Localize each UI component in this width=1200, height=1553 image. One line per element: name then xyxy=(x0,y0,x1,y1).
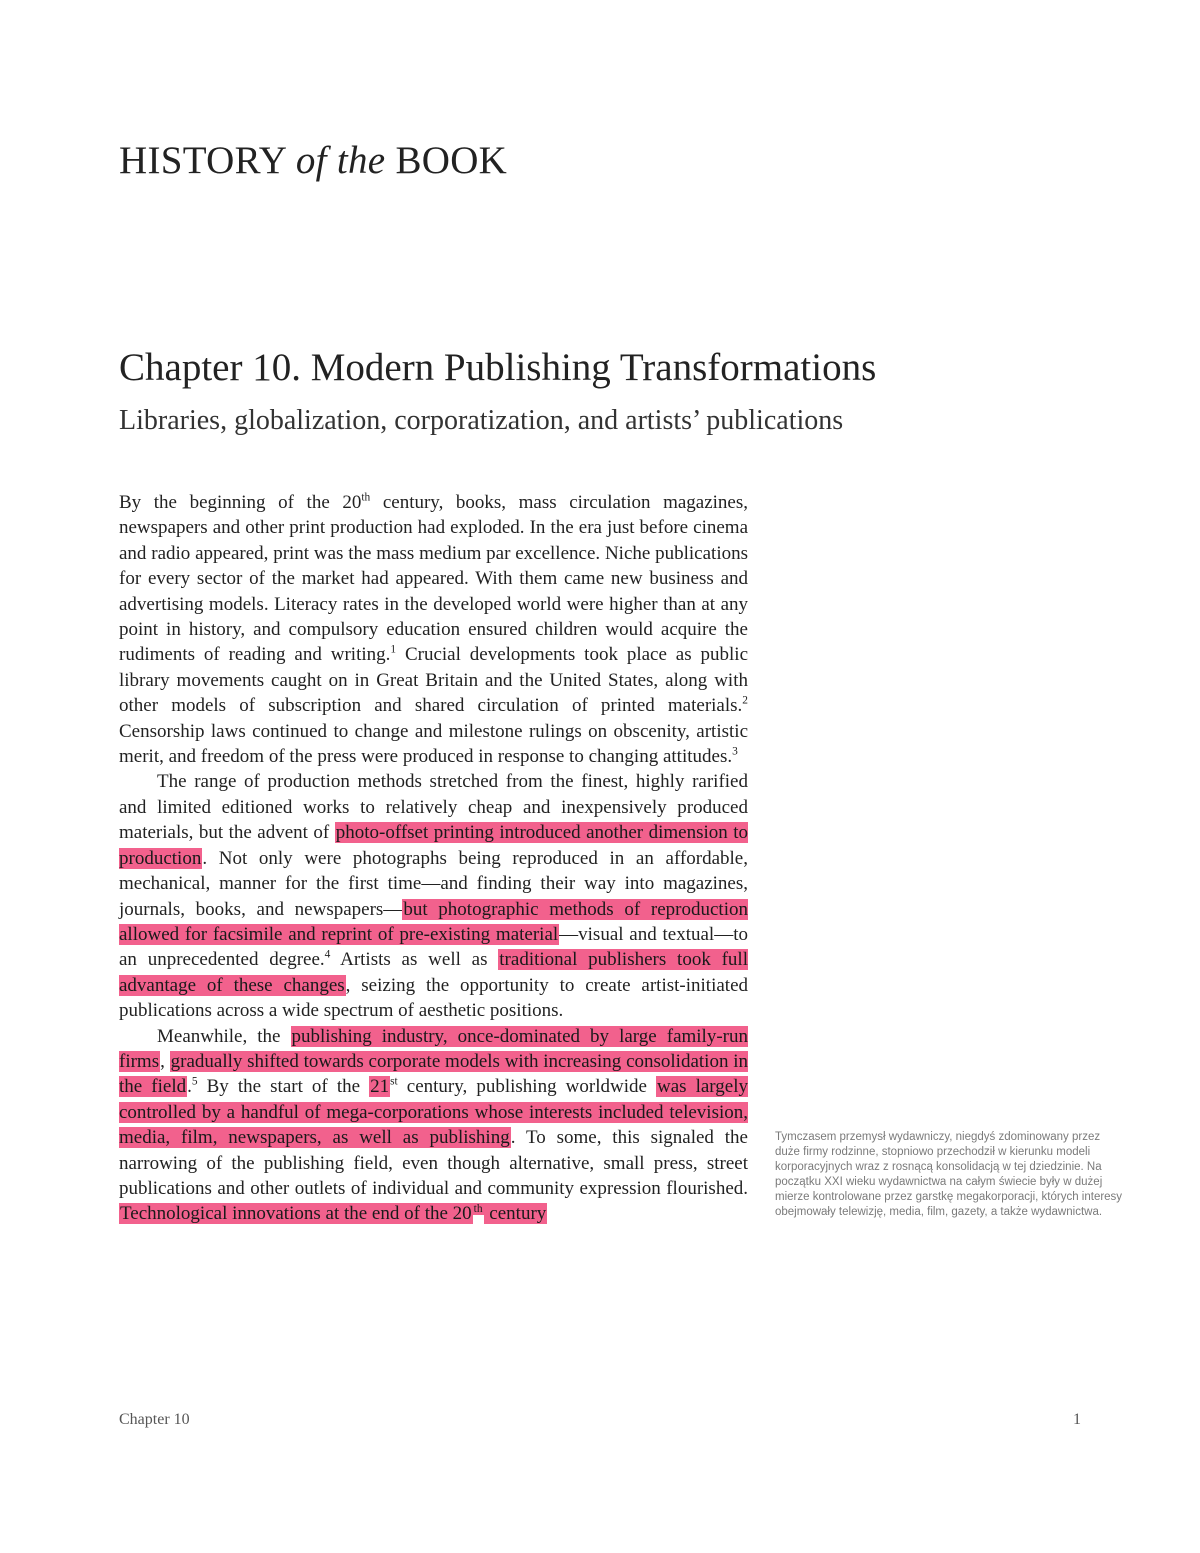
highlighted-text: traditional publishers took full advantage of these changes xyxy=(119,949,748,996)
highlighted-text: photo-offset printing introduced another dimension to production xyxy=(119,822,748,869)
paragraph xyxy=(119,769,748,1023)
footnote-reference: 1 xyxy=(390,644,397,657)
text-segment: Artists as well as xyxy=(330,949,499,971)
chapter-subtitle: Libraries, globalization, corporatization, and artists’ publications xyxy=(119,405,844,436)
text-segment: , xyxy=(160,1050,170,1072)
text-segment: The range of production methods stretched from the finest, highly rarified and limited editioned works to relatively cheap and inexpensively produced materials, but the advent of xyxy=(119,771,748,844)
footnote-reference: 3 xyxy=(732,745,738,758)
paragraph xyxy=(119,1024,748,1227)
footnote-reference: th xyxy=(361,491,371,504)
footnote-reference: 5 xyxy=(191,1076,198,1089)
highlighted-text: Technological innovations at the end of the 20 xyxy=(120,1203,472,1225)
header-title-italic: of the xyxy=(295,139,386,182)
text-segment: . To some, this signaled the narrowing of the publishing field, even though alternative, small press, street publications and other outlets of individual and community expression flourished. xyxy=(119,1127,748,1199)
highlighted-text: was largely controlled by a handful of mega-corporations whose interests included television, media, film, newspapers, as well as publishing xyxy=(119,1076,748,1149)
footnote-reference: th xyxy=(473,1203,483,1216)
text-segment: , seizing the opportunity to create artist-initiated publications across a wide spectrum of aesthetic positions. xyxy=(119,974,748,1022)
footer-chapter-label: Chapter 10 xyxy=(119,1411,190,1428)
footer-page-number: 1 xyxy=(1073,1411,1081,1428)
text-segment: By the start of the xyxy=(197,1076,370,1098)
highlighted-text: but photographic methods of reproduction allowed for facsimile and reprint of pre-existing material xyxy=(119,898,748,945)
highlighted-text: century xyxy=(484,1203,547,1225)
footnote-reference: 4 xyxy=(324,948,331,961)
running-header-title xyxy=(119,138,507,183)
text-segment: Meanwhile, the xyxy=(157,1025,291,1047)
body-text xyxy=(119,490,748,1227)
paragraph xyxy=(119,490,748,769)
text-segment: By the beginning of the 20 xyxy=(119,492,362,513)
text-segment: —visual and textual—to an unprecedented degree. xyxy=(119,923,748,971)
footnote-reference: 2 xyxy=(742,694,748,707)
text-segment: century, books, mass circulation magazines, newspapers and other print production had exploded. In the era just before cinema and radio appeared, print was the mass medium par excellence. Niche publications for every sector of the market had appeared. With them came new business and advertising models. Literacy rates in the developed world were higher than at any point in history, and compulsory education ensured children would acquire the rudiments of reading and writing. xyxy=(119,492,749,666)
text-segment: . Not only were photographs being reproduced in an affordable, mechanical, manner for the first time—and finding their way into magazines, journals, books, and newspapers— xyxy=(119,847,748,920)
text-segment: Crucial developments took place as public library movements caught on in Great Britain and the United States, along with other models of subscription and shared circulation of printed materials. xyxy=(119,644,749,717)
header-title-part2: BOOK xyxy=(385,139,508,182)
header-title-part1: HISTORY xyxy=(119,139,296,182)
footnote-reference: st xyxy=(390,1076,398,1089)
highlighted-text: 21 xyxy=(370,1076,390,1098)
text-segment: Censorship laws continued to change and milestone rulings on obscenity, artistic merit, and freedom of the press were produced in response to changing attitudes. xyxy=(119,720,748,768)
text-segment: . xyxy=(187,1076,192,1098)
text-segment: century, publishing worldwide xyxy=(397,1076,656,1098)
chapter-title: Chapter 10. Modern Publishing Transformations xyxy=(119,346,877,389)
highlighted-text: gradually shifted towards corporate models with increasing consolidation in the field xyxy=(119,1050,748,1098)
margin-note: Tymczasem przemysł wydawniczy, niegdyś zdominowany przez duże firmy rodzinne, stopniowo przechodził w kierunku modeli korporacyjnych wraz z rosnącą konsolidacją w tej dziedzinie. Na początku XXI wieku wydawnictwa na całym świecie były w dużej mierze kontrolowane przez garstkę megakorporacji, których interesy obejmowały telewizję, media, film, gazety, a także wydawnictwa. xyxy=(775,1131,1123,1218)
highlighted-text: publishing industry, once-dominated by large family-run firms xyxy=(119,1025,748,1072)
